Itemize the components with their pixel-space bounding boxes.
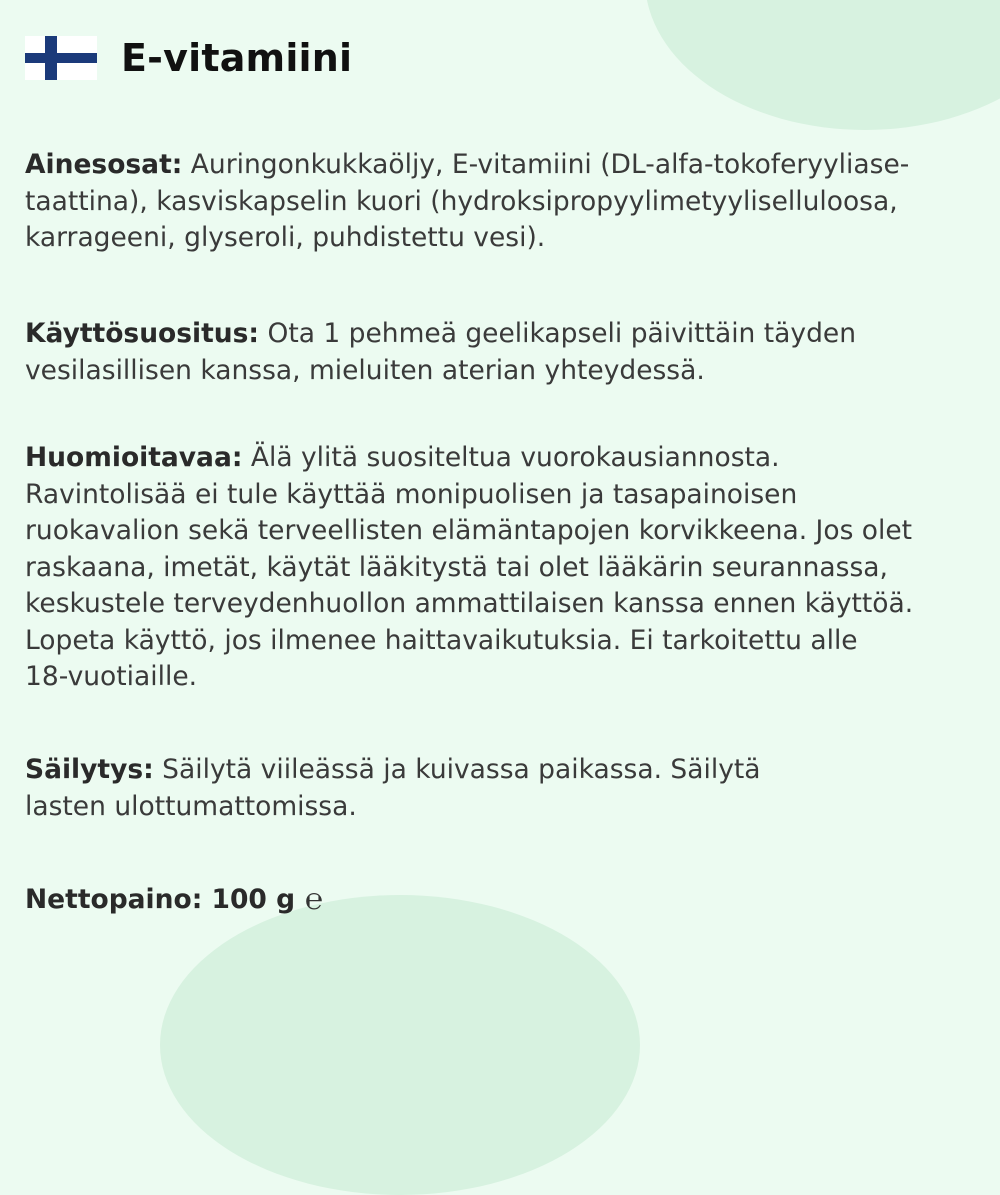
storage-text-2: lasten ulottumattomissa. — [25, 790, 357, 822]
usage-section — [25, 316, 955, 389]
usage-text-2: vesilasillisen kanssa, mieluiten aterian yhteydessä. — [25, 354, 705, 386]
warnings-section — [25, 440, 955, 696]
usage-label: Käyttösuositus: — [25, 318, 260, 349]
page-header — [25, 32, 352, 84]
ingredients-label: Ainesosat: — [25, 149, 183, 180]
estimated-sign-icon: ℮ — [305, 881, 324, 917]
storage-label: Säilytys: — [25, 754, 154, 785]
warnings-text-4: raskaana, imetät, käytät lääkitystä tai olet lääkärin seurannassa, — [25, 551, 888, 583]
ingredients-line-1 — [25, 147, 955, 184]
ingredients-text-2: taattina), kasviskapselin kuori (hydroksipropyylimetyyliselluloosa, — [25, 185, 898, 217]
warnings-line-1 — [25, 440, 955, 477]
ingredients-section — [25, 147, 955, 257]
warnings-text-6: Lopeta käyttö, jos ilmenee haittavaikutuksia. Ei tarkoitettu alle — [25, 624, 858, 656]
warnings-text-1: Älä ylitä suositeltua vuorokausiannosta. — [242, 442, 780, 473]
usage-text-1: Ota 1 pehmeä geelikapseli päivittäin täyden — [259, 318, 857, 349]
decorative-circle-bottom — [160, 895, 640, 1195]
ingredients-text-3: karrageeni, glyseroli, puhdistettu vesi). — [25, 222, 546, 253]
warnings-text-7: 18-vuotiaille. — [25, 661, 198, 692]
warnings-text-2: Ravintolisää ei tule käyttää monipuolisen ja tasapainoisen — [25, 478, 798, 510]
warnings-label: Huomioitavaa: — [25, 442, 243, 473]
usage-line-1 — [25, 316, 955, 353]
warnings-text-3: ruokavalion sekä terveellisten elämäntapojen korvikkeena. Jos olet — [25, 515, 913, 546]
net-weight — [25, 881, 324, 917]
warnings-text-5: keskustele terveydenhuollon ammattilaisen kanssa ennen käyttöä. — [25, 588, 914, 619]
storage-section — [25, 752, 955, 825]
net-weight-label: Nettopaino: 100 g — [25, 884, 296, 915]
storage-line-1 — [25, 752, 955, 789]
finland-flag-icon — [25, 36, 97, 80]
storage-text-1: Säilytä viileässä ja kuivassa paikassa. Säilytä — [153, 754, 761, 785]
decorative-circle-top — [645, 0, 1000, 130]
page-title: E-vitamiini — [121, 36, 353, 80]
ingredients-text-1: Auringonkukkaöljy, E-vitamiini (DL-alfa-tokoferyyliase- — [182, 149, 910, 180]
